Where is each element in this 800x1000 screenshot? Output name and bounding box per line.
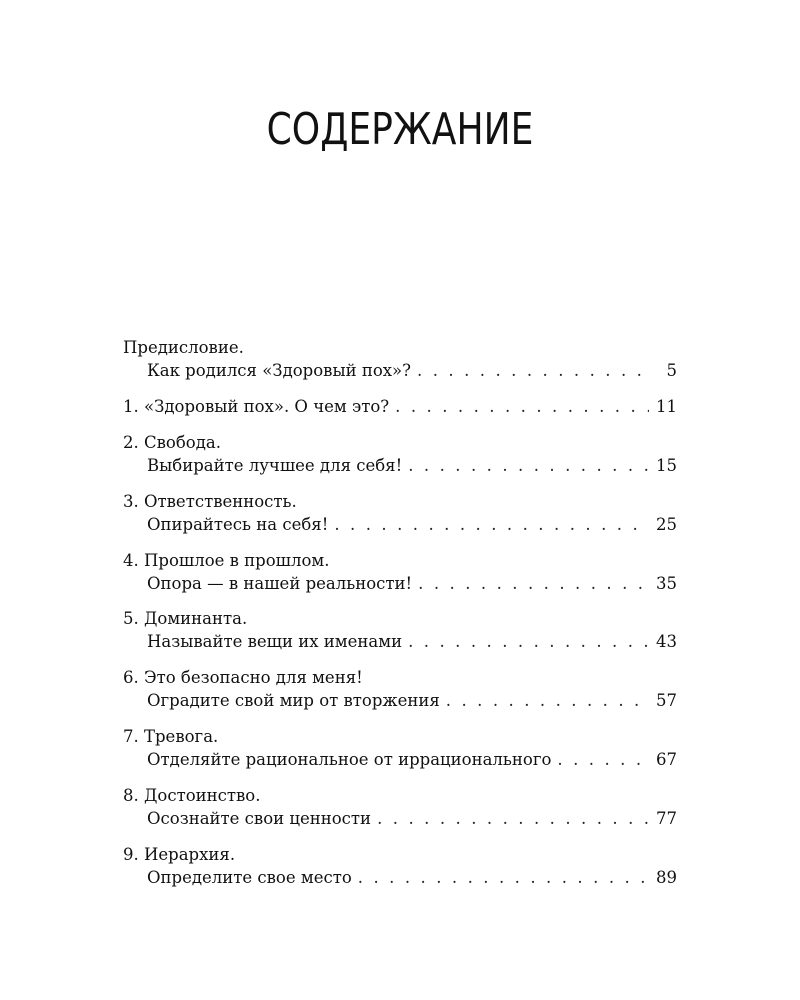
toc-entry: [123, 607, 677, 653]
toc-entry: [123, 843, 677, 889]
toc-leader-dots: [377, 807, 649, 830]
toc-heading-line: [123, 490, 677, 513]
toc-page-number: 11: [656, 396, 677, 416]
toc-leader-dots: [446, 689, 649, 712]
toc-entry: [123, 395, 677, 418]
toc-heading-line: [123, 666, 677, 689]
toc-heading: Предисловие.: [123, 338, 244, 357]
toc-subtitle: Опирайтесь на себя!: [147, 514, 329, 534]
toc-subtitle-line: [123, 454, 677, 477]
page-title: СОДЕРЖАНИЕ: [266, 104, 534, 155]
toc-heading: 6. Это безопасно для меня!: [123, 668, 363, 688]
toc-leader-dots: [395, 395, 649, 418]
toc-page-number: 35: [656, 573, 677, 593]
toc-leader-dots: [334, 513, 649, 536]
toc-subtitle: Как родился «Здоровый пох»?: [147, 361, 411, 380]
toc-page-number: 89: [656, 868, 677, 888]
toc-heading: 5. Доминанта.: [123, 609, 248, 629]
toc-subtitle: Называйте вещи их именами: [147, 632, 403, 652]
toc-subtitle-line: [123, 513, 677, 536]
toc-page-number: 77: [656, 809, 677, 829]
toc-subtitle-line: [123, 866, 677, 889]
toc-heading-line: [123, 607, 677, 630]
toc-page-number: 25: [656, 514, 677, 534]
toc-subtitle: Осознайте свои ценности: [147, 809, 372, 829]
toc-entry: [123, 725, 677, 771]
toc-entry: [123, 336, 677, 382]
toc-heading-line: [123, 336, 677, 359]
toc-page-number: 15: [656, 455, 677, 475]
table-of-contents: [123, 336, 677, 902]
toc-heading: 7. Тревога.: [123, 727, 219, 747]
toc-entry: [123, 666, 677, 712]
toc-subtitle-line: [123, 748, 677, 771]
toc-heading: 4. Прошлое в прошлом.: [123, 550, 330, 570]
toc-page-number: 67: [656, 750, 677, 770]
toc-subtitle: Опора — в нашей реальности!: [147, 573, 413, 593]
toc-entry: [123, 784, 677, 830]
toc-heading: 2. Свобода.: [123, 432, 221, 452]
toc-heading: 8. Достоинство.: [123, 786, 261, 806]
toc-leader-dots: [417, 359, 649, 382]
toc-heading-line: [123, 784, 677, 807]
toc-subtitle: Выбирайте лучшее для себя!: [147, 455, 403, 475]
toc-subtitle-line: [123, 807, 677, 830]
toc-heading: 9. Иерархия.: [123, 845, 236, 865]
toc-page-number: 5: [666, 361, 677, 380]
toc-page-number: 43: [656, 632, 677, 652]
toc-subtitle: Отделяйте рациональное от иррационального: [147, 750, 552, 770]
toc-heading-line: [123, 549, 677, 572]
toc-heading-line: [123, 395, 677, 418]
toc-entry: [123, 431, 677, 477]
toc-subtitle-line: [123, 630, 677, 653]
toc-subtitle: Оградите свой мир от вторжения: [147, 691, 440, 711]
toc-subtitle-line: [123, 572, 677, 595]
toc-leader-dots: [408, 454, 649, 477]
toc-heading-line: [123, 725, 677, 748]
toc-leader-dots: [358, 866, 649, 889]
toc-page-number: 57: [656, 691, 677, 711]
toc-heading: 3. Ответственность.: [123, 491, 297, 511]
toc-subtitle-line: [123, 359, 677, 382]
toc-heading-line: [123, 843, 677, 866]
toc-leader-dots: [408, 630, 649, 653]
toc-subtitle-line: [123, 689, 677, 712]
toc-leader-dots: [557, 748, 649, 771]
toc-entry: [123, 549, 677, 595]
toc-heading-line: [123, 431, 677, 454]
toc-heading: 1. «Здоровый пох». О чем это?: [123, 396, 390, 416]
toc-subtitle: Определите свое место: [147, 868, 352, 888]
toc-entry: [123, 490, 677, 536]
toc-leader-dots: [418, 572, 649, 595]
